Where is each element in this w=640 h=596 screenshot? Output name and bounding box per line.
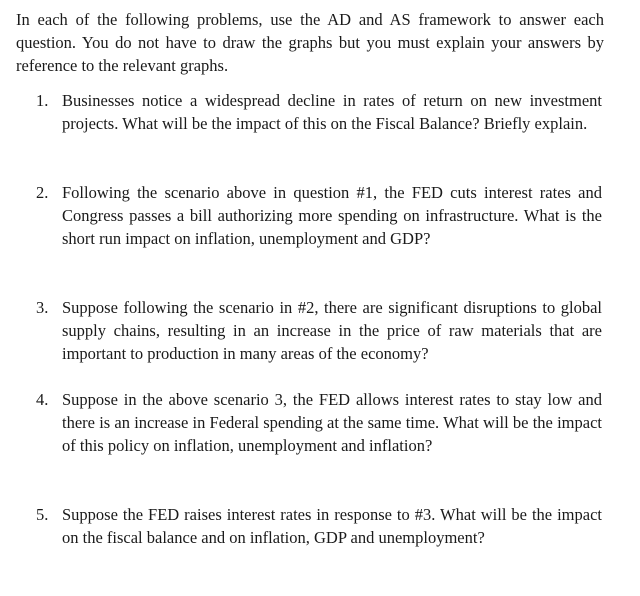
- question-5: [36, 503, 602, 549]
- question-2: [36, 181, 602, 250]
- question-1: [36, 89, 602, 135]
- question-number: 1.: [36, 91, 49, 110]
- question-4: [36, 388, 602, 457]
- question-text: Suppose in the above scenario 3, the FED allows interest rates to stay low and there is an increase in Federal spending at the same time. What will be the impact of this policy on inflation, unemployment and inflation?: [62, 390, 602, 455]
- question-3: [36, 296, 602, 365]
- intro-paragraph: In each of the following problems, use the AD and AS framework to answer each question. You do not have to draw the graphs but you must explain your answers by reference to the relevant graphs.: [16, 10, 604, 75]
- question-number: 4.: [36, 390, 49, 409]
- question-text: Following the scenario above in question #1, the FED cuts interest rates and Congress passes a bill authorizing more spending on infrastructure. What is the short run impact on inflation, unemployment and GDP?: [62, 183, 602, 248]
- question-number: 2.: [36, 183, 49, 202]
- question-number: 3.: [36, 298, 49, 317]
- question-text: Businesses notice a widespread decline in rates of return on new investment projects. What will be the impact of this on the Fiscal Balance? Briefly explain.: [62, 91, 602, 133]
- question-text: Suppose following the scenario in #2, there are significant disruptions to global supply chains, resulting in an increase in the price of raw materials that are important to production in many areas of the economy?: [62, 298, 602, 363]
- question-number: 5.: [36, 505, 49, 524]
- question-text: Suppose the FED raises interest rates in response to #3. What will be the impact on the fiscal balance and on inflation, GDP and unemployment?: [62, 505, 602, 547]
